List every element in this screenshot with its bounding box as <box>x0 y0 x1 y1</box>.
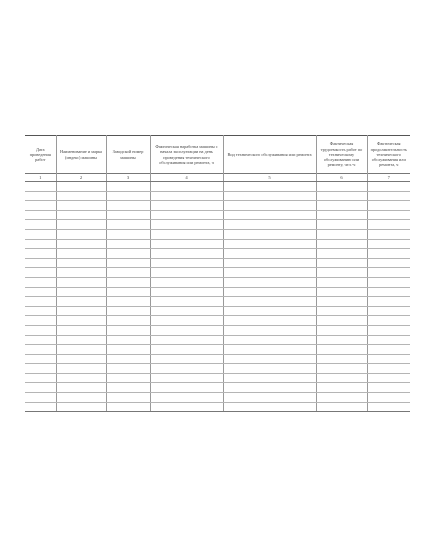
log-body <box>25 182 410 412</box>
table-cell[interactable] <box>106 354 150 364</box>
table-cell[interactable] <box>56 249 106 259</box>
table-cell[interactable] <box>25 297 56 307</box>
table-row <box>25 258 410 268</box>
table-cell[interactable] <box>106 373 150 383</box>
table-cell[interactable] <box>25 373 56 383</box>
table-cell[interactable] <box>367 182 410 192</box>
table-cell[interactable] <box>150 316 223 326</box>
table-cell[interactable] <box>223 268 316 278</box>
header-serial-number: Заводской номер машины <box>106 136 150 174</box>
table-cell[interactable] <box>223 373 316 383</box>
table-cell[interactable] <box>25 402 56 412</box>
table-cell[interactable] <box>316 402 367 412</box>
table-cell[interactable] <box>56 383 106 393</box>
table-cell[interactable] <box>367 402 410 412</box>
table-cell[interactable] <box>106 277 150 287</box>
table-cell[interactable] <box>223 277 316 287</box>
table-cell[interactable] <box>316 316 367 326</box>
table-cell[interactable] <box>25 287 56 297</box>
header-date: Дата проведения работ <box>25 136 56 174</box>
table-cell[interactable] <box>223 335 316 345</box>
table-cell[interactable] <box>316 364 367 374</box>
table-row <box>25 287 410 297</box>
table-row <box>25 182 410 192</box>
table-cell[interactable] <box>150 268 223 278</box>
table-cell[interactable] <box>367 249 410 259</box>
table-cell[interactable] <box>316 297 367 307</box>
table-cell[interactable] <box>316 373 367 383</box>
table-cell[interactable] <box>25 393 56 403</box>
table-cell[interactable] <box>316 287 367 297</box>
table-cell[interactable] <box>316 249 367 259</box>
table-cell[interactable] <box>223 402 316 412</box>
table-cell[interactable] <box>223 201 316 211</box>
column-number: 5 <box>223 174 316 182</box>
table-cell[interactable] <box>25 182 56 192</box>
column-number: 6 <box>316 174 367 182</box>
header-row <box>25 136 410 174</box>
table-cell[interactable] <box>56 220 106 230</box>
table-cell[interactable] <box>106 402 150 412</box>
table-cell[interactable] <box>106 287 150 297</box>
table-cell[interactable] <box>56 229 106 239</box>
table-cell[interactable] <box>106 383 150 393</box>
table-cell[interactable] <box>367 297 410 307</box>
table-cell[interactable] <box>150 210 223 220</box>
table-row <box>25 229 410 239</box>
table-cell[interactable] <box>56 258 106 268</box>
table-cell[interactable] <box>25 239 56 249</box>
maintenance-log-sheet <box>25 135 410 398</box>
column-number: 7 <box>367 174 410 182</box>
table-cell[interactable] <box>150 402 223 412</box>
table-row <box>25 373 410 383</box>
table-cell[interactable] <box>223 306 316 316</box>
table-cell[interactable] <box>316 306 367 316</box>
table-cell[interactable] <box>25 229 56 239</box>
table-cell[interactable] <box>367 239 410 249</box>
table-row <box>25 325 410 335</box>
table-cell[interactable] <box>106 258 150 268</box>
header-service-type: Вид технического обслуживания или ремонта <box>223 136 316 174</box>
table-cell[interactable] <box>367 335 410 345</box>
table-row <box>25 306 410 316</box>
table-cell[interactable] <box>367 393 410 403</box>
table-cell[interactable] <box>25 306 56 316</box>
table-cell[interactable] <box>150 383 223 393</box>
table-row <box>25 277 410 287</box>
table-cell[interactable] <box>56 364 106 374</box>
table-cell[interactable] <box>56 268 106 278</box>
table-cell[interactable] <box>223 210 316 220</box>
table-cell[interactable] <box>56 345 106 355</box>
table-cell[interactable] <box>150 287 223 297</box>
table-cell[interactable] <box>223 393 316 403</box>
table-cell[interactable] <box>106 364 150 374</box>
table-cell[interactable] <box>56 277 106 287</box>
table-cell[interactable] <box>56 191 106 201</box>
table-cell[interactable] <box>316 220 367 230</box>
table-cell[interactable] <box>150 277 223 287</box>
table-cell[interactable] <box>367 383 410 393</box>
table-cell[interactable] <box>106 316 150 326</box>
table-cell[interactable] <box>150 191 223 201</box>
table-cell[interactable] <box>25 191 56 201</box>
table-cell[interactable] <box>56 306 106 316</box>
table-cell[interactable] <box>367 345 410 355</box>
table-cell[interactable] <box>56 210 106 220</box>
table-cell[interactable] <box>316 191 367 201</box>
table-cell[interactable] <box>106 325 150 335</box>
table-row <box>25 383 410 393</box>
table-cell[interactable] <box>367 210 410 220</box>
column-number: 1 <box>25 174 56 182</box>
table-cell[interactable] <box>223 287 316 297</box>
header-duration: Фактическая продолжительность технического обслуживания или ремонта, ч <box>367 136 410 174</box>
table-cell[interactable] <box>106 297 150 307</box>
header-machine-name: Наименование и марка (индекс) машины <box>56 136 106 174</box>
table-cell[interactable] <box>56 354 106 364</box>
table-cell[interactable] <box>150 325 223 335</box>
table-cell[interactable] <box>223 182 316 192</box>
maintenance-log-table <box>25 135 410 412</box>
table-row <box>25 210 410 220</box>
table-cell[interactable] <box>367 354 410 364</box>
table-cell[interactable] <box>150 229 223 239</box>
table-row <box>25 191 410 201</box>
table-cell[interactable] <box>367 287 410 297</box>
table-cell[interactable] <box>367 268 410 278</box>
table-cell[interactable] <box>150 354 223 364</box>
table-cell[interactable] <box>150 297 223 307</box>
table-cell[interactable] <box>106 268 150 278</box>
table-cell[interactable] <box>25 249 56 259</box>
table-cell[interactable] <box>106 182 150 192</box>
table-cell[interactable] <box>56 201 106 211</box>
table-cell[interactable] <box>223 249 316 259</box>
table-cell[interactable] <box>223 325 316 335</box>
table-cell[interactable] <box>106 306 150 316</box>
table-cell[interactable] <box>106 239 150 249</box>
table-cell[interactable] <box>223 229 316 239</box>
table-cell[interactable] <box>56 316 106 326</box>
table-cell[interactable] <box>316 354 367 364</box>
table-row <box>25 201 410 211</box>
table-cell[interactable] <box>150 393 223 403</box>
table-cell[interactable] <box>150 249 223 259</box>
table-cell[interactable] <box>56 182 106 192</box>
table-row <box>25 249 410 259</box>
table-cell[interactable] <box>56 373 106 383</box>
table-cell[interactable] <box>56 393 106 403</box>
table-cell[interactable] <box>316 268 367 278</box>
header-labor-hours: Фактическая трудоемкость работ по техническому обслуживанию или ремонту, чел.-ч <box>316 136 367 174</box>
table-cell[interactable] <box>367 229 410 239</box>
table-cell[interactable] <box>25 383 56 393</box>
table-cell[interactable] <box>316 393 367 403</box>
table-cell[interactable] <box>150 345 223 355</box>
table-cell[interactable] <box>367 316 410 326</box>
table-cell[interactable] <box>316 383 367 393</box>
table-cell[interactable] <box>367 201 410 211</box>
table-cell[interactable] <box>106 393 150 403</box>
table-cell[interactable] <box>223 191 316 201</box>
table-row <box>25 393 410 403</box>
table-cell[interactable] <box>150 201 223 211</box>
table-cell[interactable] <box>316 345 367 355</box>
table-row <box>25 345 410 355</box>
table-cell[interactable] <box>367 373 410 383</box>
table-cell[interactable] <box>25 345 56 355</box>
table-cell[interactable] <box>223 239 316 249</box>
column-number-row <box>25 174 410 182</box>
table-cell[interactable] <box>367 277 410 287</box>
table-cell[interactable] <box>223 220 316 230</box>
table-row <box>25 364 410 374</box>
table-cell[interactable] <box>316 325 367 335</box>
table-cell[interactable] <box>367 364 410 374</box>
table-cell[interactable] <box>25 277 56 287</box>
table-cell[interactable] <box>25 210 56 220</box>
table-cell[interactable] <box>56 287 106 297</box>
table-cell[interactable] <box>56 239 106 249</box>
table-cell[interactable] <box>223 297 316 307</box>
table-cell[interactable] <box>316 229 367 239</box>
table-cell[interactable] <box>223 364 316 374</box>
table-cell[interactable] <box>316 258 367 268</box>
table-cell[interactable] <box>25 354 56 364</box>
table-cell[interactable] <box>106 335 150 345</box>
table-cell[interactable] <box>367 258 410 268</box>
table-cell[interactable] <box>316 335 367 345</box>
table-cell[interactable] <box>56 402 106 412</box>
table-cell[interactable] <box>150 306 223 316</box>
table-row <box>25 354 410 364</box>
table-row <box>25 335 410 345</box>
table-cell[interactable] <box>150 220 223 230</box>
table-cell[interactable] <box>25 364 56 374</box>
table-cell[interactable] <box>150 335 223 345</box>
table-cell[interactable] <box>106 191 150 201</box>
table-cell[interactable] <box>316 239 367 249</box>
table-cell[interactable] <box>367 306 410 316</box>
table-cell[interactable] <box>106 229 150 239</box>
table-cell[interactable] <box>25 335 56 345</box>
table-cell[interactable] <box>150 373 223 383</box>
column-number: 2 <box>56 174 106 182</box>
table-cell[interactable] <box>150 364 223 374</box>
table-cell[interactable] <box>367 220 410 230</box>
table-cell[interactable] <box>150 239 223 249</box>
table-cell[interactable] <box>316 210 367 220</box>
table-cell[interactable] <box>223 383 316 393</box>
table-cell[interactable] <box>106 249 150 259</box>
table-row <box>25 268 410 278</box>
table-cell[interactable] <box>223 258 316 268</box>
table-row <box>25 316 410 326</box>
table-cell[interactable] <box>316 201 367 211</box>
table-cell[interactable] <box>56 325 106 335</box>
table-cell[interactable] <box>25 201 56 211</box>
table-cell[interactable] <box>223 354 316 364</box>
column-number: 4 <box>150 174 223 182</box>
table-cell[interactable] <box>106 220 150 230</box>
table-cell[interactable] <box>25 220 56 230</box>
table-cell[interactable] <box>106 210 150 220</box>
table-cell[interactable] <box>25 325 56 335</box>
table-cell[interactable] <box>316 277 367 287</box>
table-cell[interactable] <box>25 316 56 326</box>
table-cell[interactable] <box>106 345 150 355</box>
table-cell[interactable] <box>25 258 56 268</box>
table-cell[interactable] <box>106 201 150 211</box>
table-cell[interactable] <box>150 258 223 268</box>
table-row <box>25 402 410 412</box>
table-cell[interactable] <box>56 297 106 307</box>
table-cell[interactable] <box>316 182 367 192</box>
table-cell[interactable] <box>223 316 316 326</box>
table-cell[interactable] <box>56 335 106 345</box>
table-row <box>25 220 410 230</box>
table-cell[interactable] <box>223 345 316 355</box>
table-cell[interactable] <box>150 182 223 192</box>
table-row <box>25 297 410 307</box>
column-number: 3 <box>106 174 150 182</box>
header-operating-hours: Фактическая наработка машины с начала эксплуатации на день проведения технического обслуживания или ремонта, ч <box>150 136 223 174</box>
table-cell[interactable] <box>25 268 56 278</box>
table-cell[interactable] <box>367 191 410 201</box>
table-cell[interactable] <box>367 325 410 335</box>
table-row <box>25 239 410 249</box>
